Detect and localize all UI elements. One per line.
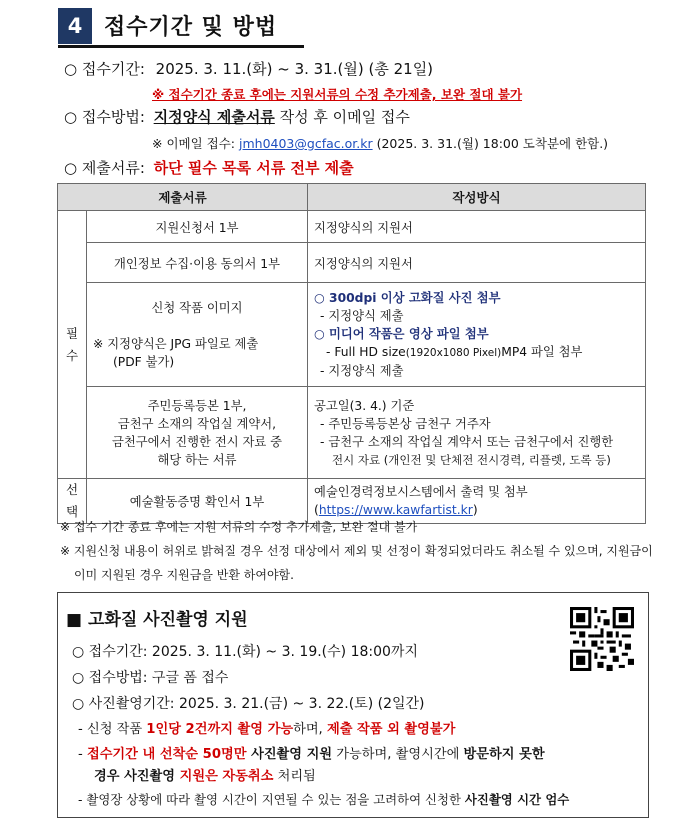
method-cell — [308, 283, 646, 387]
doc-line: 금천구 소재의 작업실 계약서, — [117, 416, 277, 431]
table-row — [58, 283, 646, 387]
paren-close: ) — [472, 503, 478, 517]
requirements-table — [57, 183, 646, 524]
photo-title: ■ 고화질 사진촬영 지원 — [66, 610, 248, 630]
doc-line: 금천구에서 진행한 전시 자료 중 — [111, 434, 283, 449]
note-1: ※ 접수 기간 종료 후에는 지원 서류의 수정 추가제출, 보완 절대 불가 — [60, 520, 418, 534]
method-line: ○ 미디어 작품은 영상 파일 첨부 — [314, 327, 489, 341]
photo-shoot-period: ○ 사진촬영기간: 2025. 3. 21.(금) ~ 3. 22.(토) (2일간) — [72, 696, 425, 712]
text-part: 1인당 2건까지 촬영 가능 — [146, 722, 294, 737]
method-cell — [308, 479, 646, 524]
doc-title: 신청 작품 이미지 — [151, 300, 243, 315]
text-part: 사진촬영 지원 — [246, 747, 333, 762]
text-part: 제출 작품 외 촬영불가 — [326, 722, 456, 737]
table-row — [58, 479, 646, 524]
method-note — [152, 134, 608, 152]
text-part: - 신청 작품 — [78, 722, 147, 737]
doc-cell — [87, 283, 308, 387]
text-part: 사진촬영 시간 엄수 — [464, 792, 570, 807]
method-line: ○ 300dpi 이상 고화질 사진 첨부 — [314, 291, 501, 305]
section-number: 4 — [58, 8, 92, 44]
method-cell: 지정양식의 지원서 — [308, 211, 646, 243]
text-part: 하며, — [293, 722, 327, 737]
method-line: - 주민등록등본상 금천구 거주자 — [320, 416, 491, 431]
method-part: MP4 파일 첨부 — [501, 345, 583, 359]
photo-period: ○ 접수기간: 2025. 3. 11.(화) ~ 3. 19.(수) 18:00까지 — [72, 644, 418, 660]
doc-line: 주민등록등본 1부, — [147, 398, 247, 413]
doc-cell: 지원신청서 1부 — [87, 211, 308, 243]
table-row — [58, 211, 646, 243]
table-header-row — [58, 184, 646, 211]
photo-line-2 — [78, 743, 545, 762]
text-part: 방문하지 못한 — [463, 747, 545, 762]
doc-cell: 개인정보 수집·이용 동의서 1부 — [87, 243, 308, 283]
email-note-prefix: ※ 이메일 접수: — [152, 136, 236, 151]
email-note-suffix: (2025. 3. 31.(월) 18:00 도착분에 한함.) — [376, 136, 609, 151]
table-row — [58, 243, 646, 283]
method-line: - 금천구 소재의 작업실 계약서 또는 금천구에서 진행한 — [320, 434, 614, 449]
method-cell — [308, 387, 646, 479]
section-underline — [58, 45, 304, 48]
header-method: 작성방식 — [308, 184, 646, 211]
required-label: 필수 — [58, 211, 87, 479]
docs-label: ○ 제출서류: — [64, 159, 145, 177]
period-line — [64, 58, 433, 79]
doc-line: 해당 하는 서류 — [157, 452, 237, 467]
text-part: 경우 사진촬영 — [94, 769, 176, 784]
method-part: (1920x1080 Pixel) — [405, 347, 502, 359]
qr-code-icon[interactable] — [570, 607, 634, 671]
table-row — [58, 387, 646, 479]
method-line: 예술인경력정보시스템에서 출력 및 첨부 — [314, 485, 528, 499]
text-part: - 촬영장 상황에 따라 촬영 시간이 지연될 수 있는 점을 고려하여 신청한 — [78, 792, 465, 807]
period-label: ○ 접수기간: — [64, 60, 145, 78]
photo-line-4 — [78, 790, 569, 808]
text-part: 지원은 자동취소 — [175, 769, 274, 784]
period-note: ※ 접수기간 종료 후에는 지원서류의 수정 추가제출, 보완 절대 불가 — [152, 87, 523, 102]
text-part: 접수기간 내 선착순 50명만 — [86, 747, 247, 762]
photo-method: ○ 접수방법: 구글 폼 접수 — [72, 670, 229, 686]
method-label: ○ 접수방법: — [64, 108, 145, 126]
doc-cell: 예술활동증명 확인서 1부 — [87, 479, 308, 524]
method-value-rest: 작성 후 이메일 접수 — [279, 108, 410, 126]
method-line — [64, 106, 410, 127]
docs-line — [64, 157, 354, 178]
section-title: 접수기간 및 방법 — [104, 15, 278, 40]
optional-label: 선택 — [58, 479, 87, 524]
method-line: - 지정양식 제출 — [320, 309, 404, 323]
doc-note1: ※ 지정양식은 JPG 파일로 제출 — [93, 336, 259, 351]
method-value-bold: 지정양식 제출서류 — [153, 108, 275, 126]
text-part: 처리됨 — [273, 769, 316, 784]
email-link[interactable]: jmh0403@gcfac.or.kr — [239, 136, 373, 151]
photo-support-box — [57, 592, 649, 818]
photo-line-1 — [78, 718, 455, 737]
method-cell: 지정양식의 지원서 — [308, 243, 646, 283]
paren-open: ( — [314, 503, 319, 517]
text-part: - — [78, 747, 87, 762]
kawf-link[interactable]: https://www.kawfartist.kr — [318, 503, 473, 517]
method-line — [314, 343, 639, 362]
docs-value: 하단 필수 목록 서류 전부 제출 — [153, 159, 354, 177]
note-3: 이미 지원된 경우 지원금을 반환 하여야함. — [74, 568, 294, 582]
period-value: 2025. 3. 11.(화) ~ 3. 31.(월) (총 21일) — [155, 60, 434, 78]
text-part: 가능하며, 촬영시간에 — [332, 747, 464, 762]
doc-note2: (PDF 불가) — [113, 354, 175, 369]
method-line: 공고일(3. 4.) 기준 — [314, 398, 415, 413]
method-part: - Full HD size — [326, 345, 406, 359]
method-line: 전시 자료 (개인전 및 단체전 전시경력, 리플렛, 도록 등) — [332, 452, 611, 467]
photo-line-3 — [94, 765, 316, 784]
header-docs: 제출서류 — [58, 184, 308, 211]
doc-cell — [87, 387, 308, 479]
method-line: - 지정양식 제출 — [320, 364, 404, 378]
method-line — [314, 501, 639, 519]
note-2: ※ 지원신청 내용이 허위로 밝혀질 경우 선정 대상에서 제외 및 선정이 확정되었더라도 취소될 수 있으며, 지원금이 — [60, 544, 653, 558]
